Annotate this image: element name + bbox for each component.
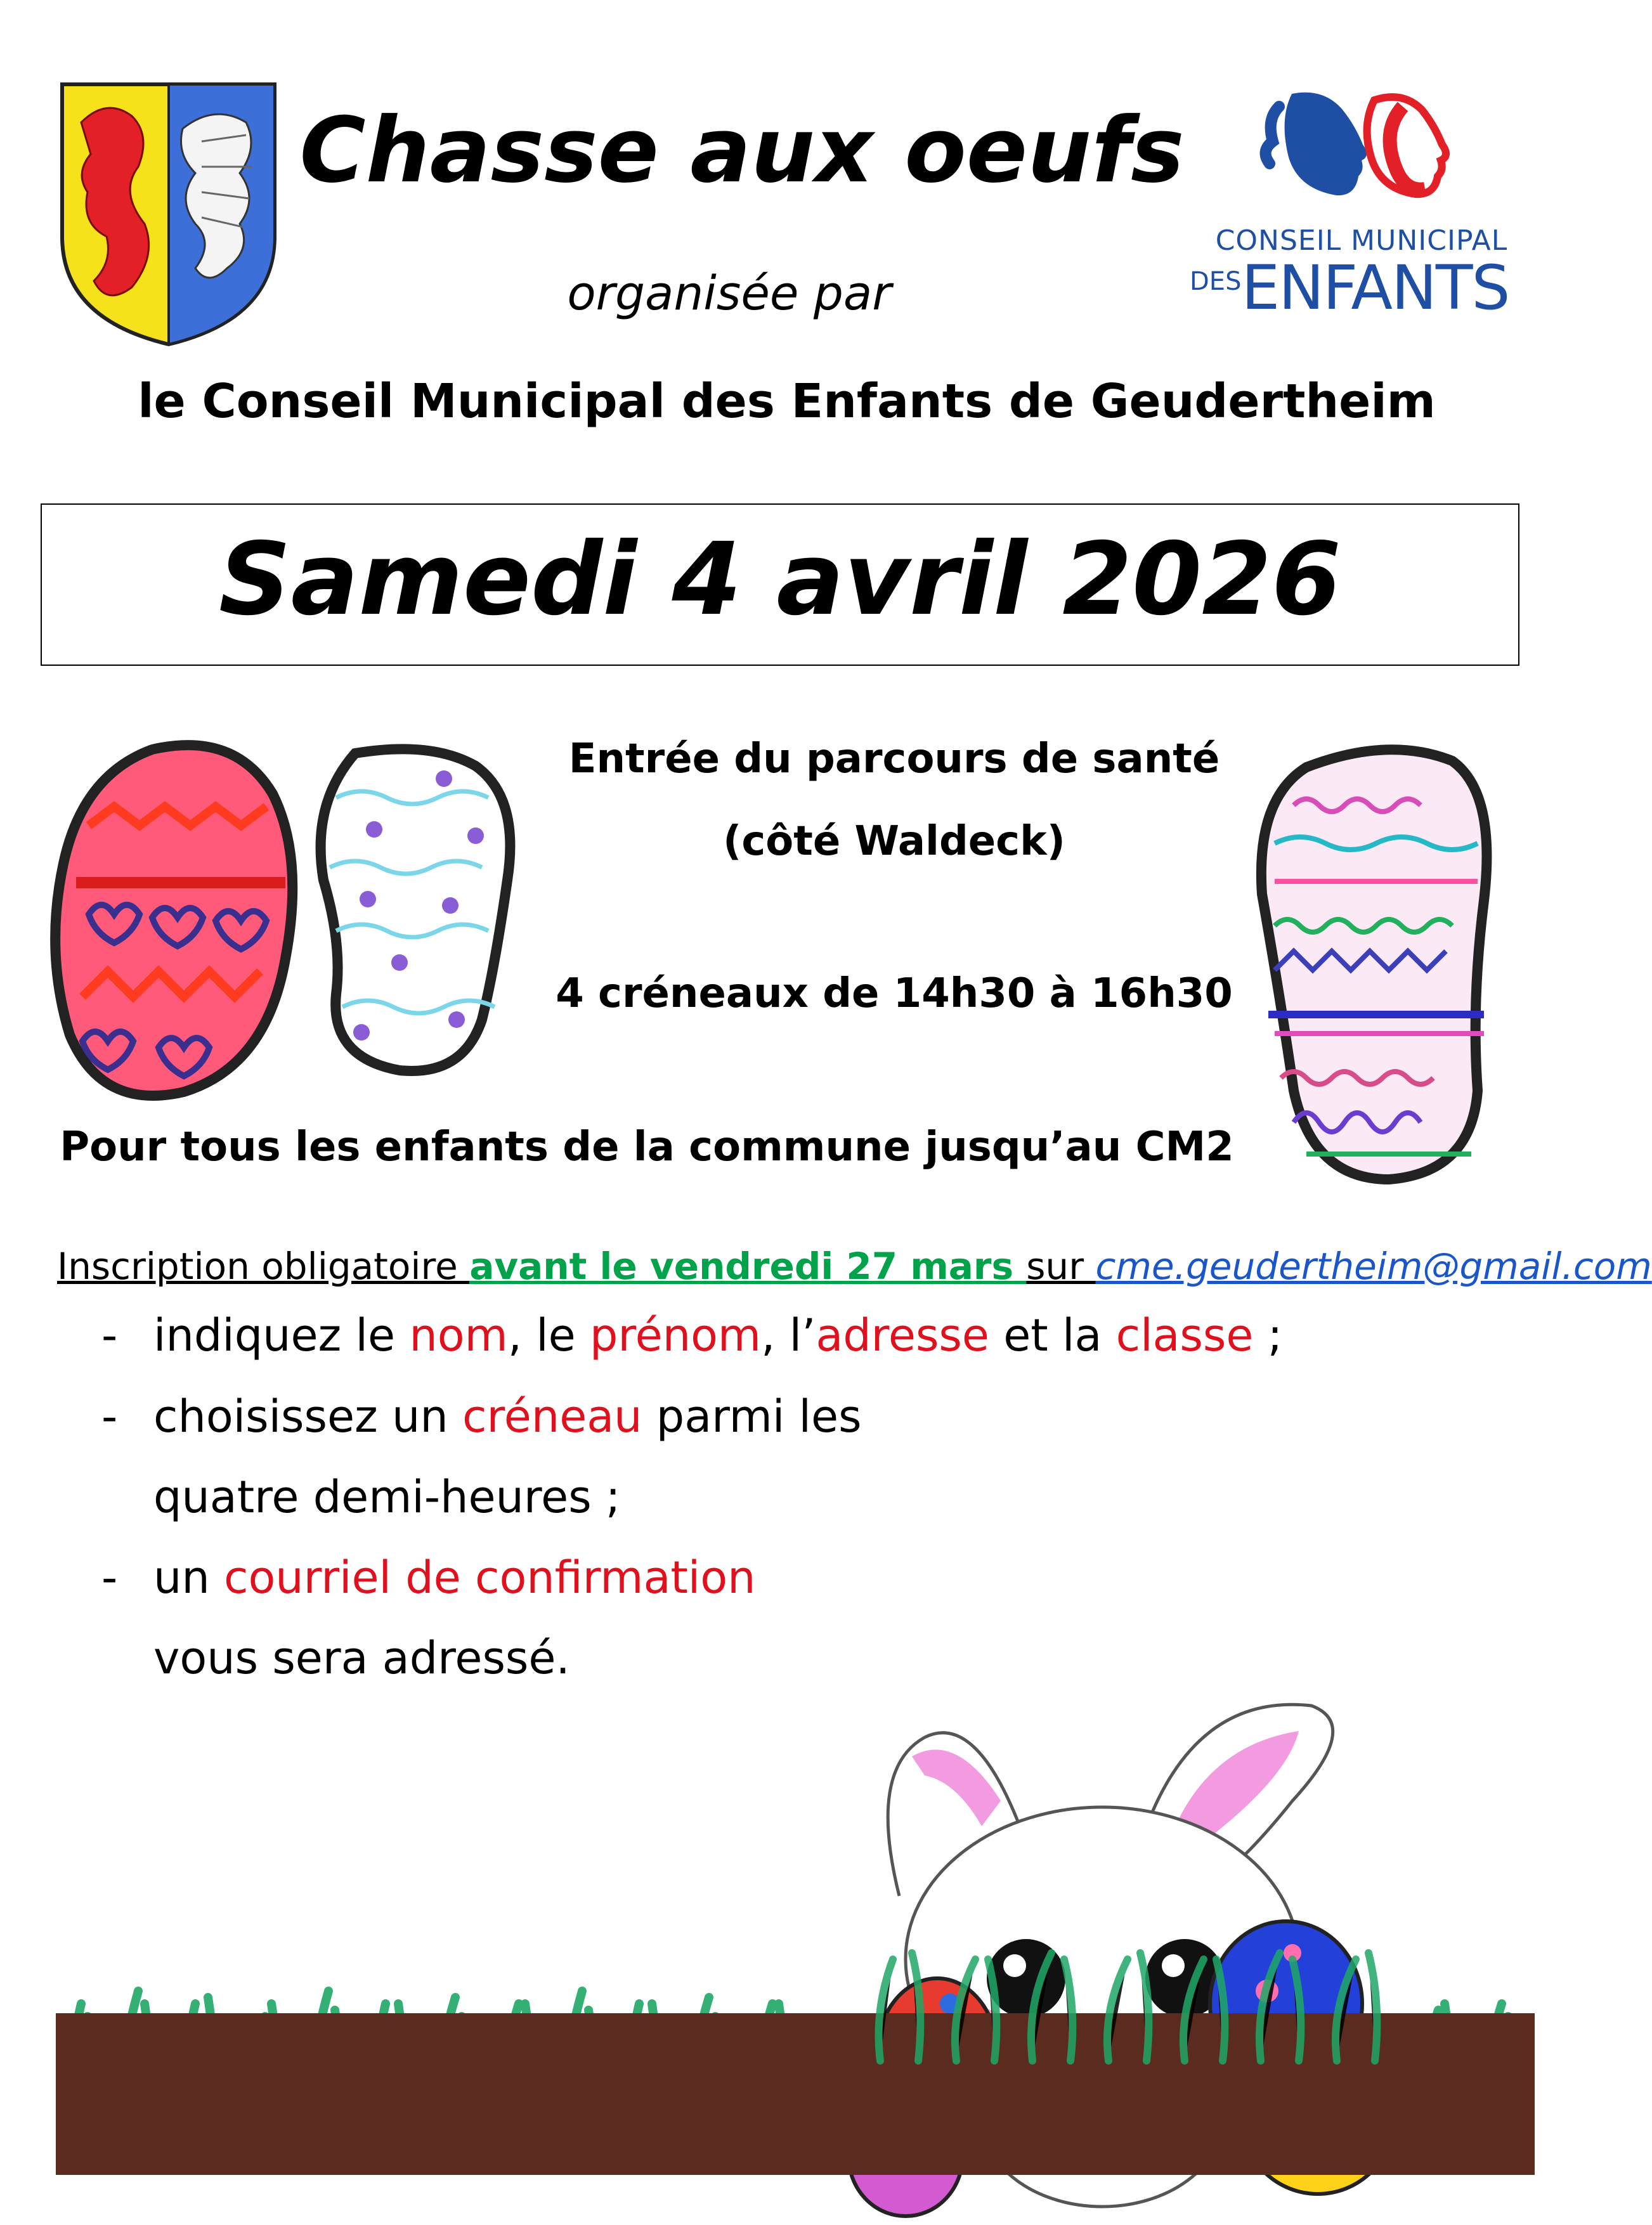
time-slots: 4 créneaux de 14h30 à 16h30	[556, 970, 1233, 1017]
highlight-nom: nom	[409, 1309, 508, 1361]
audience-line: Pour tous les enfants de la commune jusqu’au CM2	[60, 1124, 1234, 1171]
logo-enfants: ENFANTS	[1241, 252, 1509, 323]
text: choisissez un	[153, 1391, 463, 1443]
organised-by-label: organisée par	[567, 266, 892, 321]
registration-email-link[interactable]: cme.geudertheim@gmail.com	[1095, 1245, 1652, 1288]
conseil-municipal-enfants-logo	[1181, 81, 1542, 322]
bullet-dash: -	[101, 1391, 118, 1443]
poster-title: Chasse aux oeufs	[299, 98, 1185, 203]
bullet-dash: -	[101, 1309, 118, 1361]
grass-over-soil	[56, 1934, 1535, 2061]
highlight-creneau: créneau	[462, 1391, 642, 1443]
logo-line-conseil-municipal: CONSEIL MUNICIPAL	[1215, 224, 1508, 257]
registration-sur: sur	[1026, 1245, 1096, 1288]
registration-deadline: avant le vendredi 27 mars	[469, 1245, 1027, 1288]
logo-line-enfants	[1190, 252, 1545, 323]
text: , l’	[761, 1309, 816, 1361]
registration-line	[57, 1245, 1652, 1288]
highlight-prenom: prénom	[590, 1309, 762, 1361]
highlight-adresse: adresse	[816, 1309, 989, 1361]
text: indiquez le	[153, 1309, 410, 1361]
children-profiles-icon	[1254, 81, 1476, 221]
striped-easter-egg-drawing	[1243, 736, 1503, 1186]
text: , le	[507, 1309, 590, 1361]
text: et la	[989, 1309, 1116, 1361]
white-easter-egg-drawing	[304, 741, 526, 1083]
text: parmi les	[642, 1391, 862, 1443]
logo-des: DES	[1190, 267, 1242, 296]
geudertheim-coat-of-arms	[56, 78, 281, 349]
instruction-item-3-continued: vous sera adressé.	[153, 1632, 570, 1684]
text: un	[153, 1552, 224, 1604]
bullet-dash: -	[101, 1552, 118, 1604]
registration-prefix: Inscription obligatoire	[57, 1245, 470, 1288]
highlight-courriel: courriel de confirmation	[223, 1552, 756, 1604]
highlight-classe: classe	[1115, 1309, 1254, 1361]
location-line-1: Entrée du parcours de santé	[568, 736, 1220, 782]
organizer-line: le Conseil Municipal des Enfants de Geudertheim	[138, 374, 1436, 429]
instruction-item-2-continued: quatre demi-heures ;	[153, 1471, 621, 1523]
red-easter-egg-drawing	[44, 737, 304, 1111]
event-date: Samedi 4 avril 2026	[218, 521, 1342, 638]
text: ;	[1253, 1309, 1283, 1361]
location-line-2: (côté Waldeck)	[723, 818, 1065, 865]
